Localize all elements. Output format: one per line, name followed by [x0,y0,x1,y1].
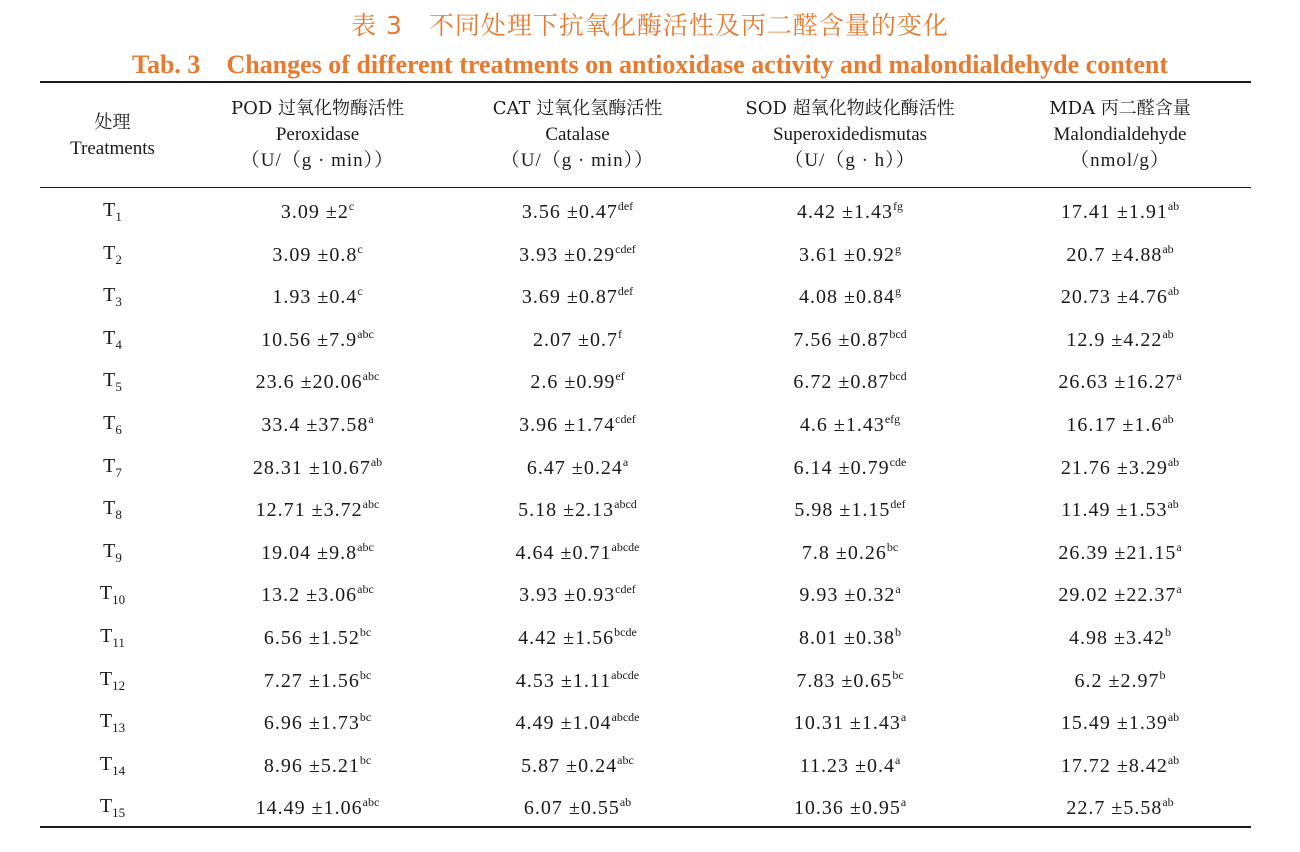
mean-sd-value: 29.02 ±22.37 [1058,584,1177,607]
significance-letters: a [1176,582,1182,597]
treatment-cell [60,497,165,523]
treatment-label: T [103,326,116,349]
significance-letters: a [1176,369,1182,384]
mean-sd-value: 5.98 ±1.15 [794,499,891,522]
header-sod [730,96,970,174]
mean-sd-value: 4.42 ±1.56 [518,626,615,649]
significance-letters: c [348,199,355,213]
treatment-cell [60,412,165,438]
table-row [0,231,1300,274]
header-unit: （U/（g · min）） [240,150,395,171]
mean-sd-value: 22.7 ±5.58 [1066,797,1163,820]
significance-letters: c [357,241,363,256]
treatment-label: T [99,795,113,818]
treatment-label: T [103,497,116,520]
mean-sd-value: 4.49 ±1.04 [515,712,612,735]
mean-sd-value: 6.2 ±2.97 [1074,669,1160,692]
sod-value-cell [730,753,970,778]
significance-letters: cdef [615,241,636,256]
significance-letters: bcde [614,624,637,639]
table-title-cn: 表 3 不同处理下抗氧化酶活性及丙二醛含量的变化 [351,11,949,40]
mean-sd-value: 4.98 ±3.42 [1069,626,1165,649]
mean-sd-value: 19.04 ±9.8 [261,541,358,564]
treatment-number: 13 [112,720,126,736]
significance-letters: ab [619,795,632,810]
treatment-number: 14 [112,762,126,778]
significance-letters: ab [1167,199,1180,213]
mean-sd-value: 6.47 ±0.24 [526,456,623,479]
significance-letters: abc [357,326,374,341]
significance-letters: ef [615,369,625,384]
mean-sd-value: 6.72 ±0.87 [793,371,890,394]
treatment-label: T [103,199,116,221]
sod-value-cell [730,497,970,522]
sod-value-cell [730,625,970,650]
mean-sd-value: 7.27 ±1.56 [263,669,360,692]
treatment-label: T [103,539,116,562]
mean-sd-value: 26.63 ±16.27 [1058,371,1177,394]
significance-letters: cdef [615,411,636,426]
mean-sd-value: 16.17 ±1.6 [1066,413,1163,436]
treatment-cell [60,369,165,395]
treatment-label: T [99,710,113,733]
significance-letters: c [357,284,363,299]
mean-sd-value: 9.93 ±0.32 [799,584,896,607]
header-en: Malondialdehyde [1053,124,1187,145]
mean-sd-value: 14.49 ±1.06 [255,797,363,820]
header-unit: （U/（g · h）） [784,150,916,171]
treatment-cell [60,753,165,779]
significance-letters: abcde [611,710,640,725]
table-row [0,571,1300,614]
mda-value-cell [1000,668,1240,693]
significance-letters: bc [892,667,904,682]
pod-value-cell [200,369,435,394]
sod-value-cell [730,327,970,352]
mean-sd-value: 6.96 ±1.73 [263,712,360,735]
table-row [0,358,1300,401]
significance-letters: a [900,795,907,810]
table-row [0,316,1300,359]
treatment-number: 4 [115,336,122,352]
table-row [0,401,1300,444]
significance-letters: ab [1162,326,1174,341]
significance-letters: abcde [611,667,640,682]
header-cn: CAT 过氧化氢酶活性 [492,98,663,119]
sod-value-cell [730,412,970,437]
cat-value-cell [460,795,695,820]
mean-sd-value: 3.93 ±0.29 [519,243,616,266]
mean-sd-value: 12.9 ±4.22 [1066,328,1163,351]
treatment-cell [60,327,165,353]
treatment-cell [60,668,165,694]
pod-value-cell [200,497,435,522]
cat-value-cell [460,753,695,778]
mda-value-cell [1000,540,1240,565]
sod-value-cell [730,710,970,735]
significance-letters: a [895,582,901,597]
cat-value-cell [460,625,695,650]
treatment-number: 6 [115,421,122,437]
mean-sd-value: 3.61 ±0.92 [799,243,895,266]
cat-value-cell [460,710,695,735]
significance-letters: cdef [615,582,636,597]
table-row [0,444,1300,487]
table-row [0,614,1300,657]
table-row [0,529,1300,572]
header-en: Superoxidedismutas [772,124,928,145]
mda-value-cell [1000,795,1240,820]
table-row [0,486,1300,529]
significance-letters: bc [886,539,899,554]
mda-value-cell [1000,455,1240,480]
significance-letters: g [894,241,901,256]
mda-value-cell [1000,412,1240,437]
pod-value-cell [200,753,435,778]
mean-sd-value: 3.56 ±0.47 [521,201,618,223]
significance-letters: a [894,752,901,767]
cat-value-cell [460,455,695,480]
cat-value-cell [460,582,695,607]
mean-sd-value: 17.41 ±1.91 [1060,201,1168,223]
sod-value-cell [730,540,970,565]
significance-letters: def [890,497,906,512]
pod-value-cell [200,199,435,224]
mda-value-cell [1000,582,1240,607]
sod-value-cell [730,668,970,693]
cat-value-cell [460,412,695,437]
sod-value-cell [730,199,970,224]
treatment-cell [60,284,165,310]
significance-letters: b [1159,667,1166,682]
cat-value-cell [460,284,695,309]
treatment-cell [60,540,165,566]
significance-letters: ab [1167,752,1180,767]
table-row [0,657,1300,700]
significance-letters: bc [359,710,372,725]
table-body [0,188,1300,827]
treatment-number: 2 [115,251,122,267]
significance-letters: bc [359,667,372,682]
treatment-number: 11 [112,634,125,650]
significance-letters: b [894,624,901,639]
mean-sd-value: 20.7 ±4.88 [1066,243,1163,266]
pod-value-cell [200,242,435,267]
mean-sd-value: 4.08 ±0.84 [799,286,895,309]
significance-letters: ab [1162,411,1174,426]
mean-sd-value: 33.4 ±37.58 [261,413,369,436]
table-row [0,742,1300,785]
mean-sd-value: 11.23 ±0.4 [799,754,895,777]
mean-sd-value: 23.6 ±20.06 [255,371,363,394]
cat-value-cell [460,497,695,522]
mean-sd-value: 1.93 ±0.4 [272,286,358,309]
significance-letters: cde [889,454,907,469]
cat-value-cell [460,369,695,394]
significance-letters: a [622,454,629,469]
mean-sd-value: 10.36 ±0.95 [793,797,901,820]
sod-value-cell [730,369,970,394]
treatment-label: T [99,582,113,605]
treatment-number: 3 [115,294,122,310]
header-cn: SOD 超氧化物歧化酶活性 [745,98,955,119]
treatment-label: T [103,284,116,307]
significance-letters: bcd [889,369,907,384]
treatment-number: 8 [115,507,122,523]
mda-value-cell [1000,497,1240,522]
mean-sd-value: 3.09 ±2 [280,201,349,223]
significance-letters: b [1164,624,1171,639]
treatment-label: T [100,624,113,647]
significance-letters: f [617,326,622,341]
mean-sd-value: 4.64 ±0.71 [515,541,612,564]
mean-sd-value: 26.39 ±21.15 [1058,541,1177,564]
treatment-number: 9 [115,549,122,565]
significance-letters: def [617,199,634,213]
treatment-cell [60,242,165,268]
significance-letters: ab [370,454,383,469]
significance-letters: abc [357,582,374,597]
table-row [0,188,1300,231]
treatment-number: 12 [112,677,126,693]
mean-sd-value: 10.31 ±1.43 [793,712,901,735]
header-en: Catalase [545,124,610,145]
significance-letters: a [1176,539,1182,554]
header-unit: （nmol/g） [1070,150,1170,171]
pod-value-cell [200,455,435,480]
mean-sd-value: 17.72 ±8.42 [1060,754,1168,777]
mean-sd-value: 4.6 ±1.43 [799,413,885,436]
mean-sd-value: 20.73 ±4.76 [1060,286,1168,309]
significance-letters: ab [1167,284,1180,299]
pod-value-cell [200,412,435,437]
sod-value-cell [730,455,970,480]
pod-value-cell [200,625,435,650]
pod-value-cell [200,540,435,565]
mean-sd-value: 6.07 ±0.55 [523,797,620,820]
treatment-label: T [103,369,116,392]
mean-sd-value: 6.56 ±1.52 [263,626,360,649]
treatment-cell [60,625,165,651]
mda-value-cell [1000,753,1240,778]
treatment-cell [60,199,165,225]
mean-sd-value: 8.96 ±5.21 [263,754,360,777]
treatment-cell [60,795,165,821]
significance-letters: fg [892,199,903,213]
mda-value-cell [1000,199,1240,224]
pod-value-cell [200,284,435,309]
sod-value-cell [730,795,970,820]
mean-sd-value: 5.87 ±0.24 [521,754,618,777]
treatment-number: 7 [115,464,122,480]
mean-sd-value: 4.53 ±1.11 [515,669,612,692]
mean-sd-value: 10.56 ±7.9 [261,328,358,351]
mda-value-cell [1000,710,1240,735]
significance-letters: ab [1162,241,1174,256]
mean-sd-value: 2.6 ±0.99 [530,371,616,394]
header-mda [1000,96,1240,174]
table-label: Tab. 3 [132,50,201,79]
treatment-label: T [103,241,116,264]
significance-letters: ab [1162,795,1174,810]
cat-value-cell [460,540,695,565]
mean-sd-value: 3.93 ±0.93 [519,584,616,607]
cat-value-cell [460,668,695,693]
header-cn: POD 过氧化物酶活性 [230,98,405,119]
treatment-label: T [103,411,116,434]
treatment-cell [60,582,165,608]
significance-letters: abc [362,369,380,384]
pod-value-cell [200,327,435,352]
sod-value-cell [730,582,970,607]
significance-letters: a [368,411,374,426]
cat-value-cell [460,199,695,224]
treatment-number: 1 [115,209,122,224]
header-cn: 处理 [94,112,131,133]
significance-letters: bcd [889,326,907,341]
significance-letters: abc [617,752,634,767]
header-pod [200,96,435,174]
header-treatments [60,110,165,162]
mean-sd-value: 21.76 ±3.29 [1060,456,1168,479]
mean-sd-value: 12.71 ±3.72 [255,499,363,522]
significance-letters: a [900,710,907,725]
table-row [0,784,1300,827]
sod-value-cell [730,242,970,267]
significance-letters: ab [1167,497,1179,512]
header-cn: MDA 丙二醛含量 [1049,98,1191,119]
significance-letters: ab [1167,710,1180,725]
significance-letters: abc [362,795,380,810]
mean-sd-value: 3.96 ±1.74 [519,413,616,436]
sod-value-cell [730,284,970,309]
mean-sd-value: 8.01 ±0.38 [799,626,895,649]
significance-letters: ab [1167,454,1180,469]
header-cat [460,96,695,174]
significance-letters: efg [884,411,901,426]
mda-value-cell [1000,369,1240,394]
header-unit: （U/（g · min）） [500,150,655,171]
mda-value-cell [1000,327,1240,352]
mean-sd-value: 7.83 ±0.65 [796,669,893,692]
mean-sd-value: 2.07 ±0.7 [533,328,618,351]
pod-value-cell [200,710,435,735]
pod-value-cell [200,668,435,693]
mean-sd-value: 3.69 ±0.87 [521,286,618,309]
treatment-label: T [99,667,113,690]
pod-value-cell [200,582,435,607]
table-row [0,699,1300,742]
mean-sd-value: 15.49 ±1.39 [1060,712,1168,735]
cat-value-cell [460,242,695,267]
pod-value-cell [200,795,435,820]
mean-sd-value: 7.56 ±0.87 [793,328,890,351]
significance-letters: bc [359,624,372,639]
treatment-number: 15 [112,805,126,821]
header-en: Treatments [70,138,155,159]
mean-sd-value: 11.49 ±1.53 [1061,499,1168,522]
mean-sd-value: 13.2 ±3.06 [261,584,358,607]
mda-value-cell [1000,284,1240,309]
treatment-label: T [99,752,113,775]
significance-letters: bc [359,752,372,767]
significance-letters: g [894,284,901,299]
mean-sd-value: 7.8 ±0.26 [801,541,887,564]
cat-value-cell [460,327,695,352]
table-caption: Changes of different treatments on antioxidase activity and malondialdehyde content [226,50,1168,79]
header-en: Peroxidase [275,124,360,145]
table-row [0,273,1300,316]
table-title-en [0,50,1300,80]
bottom-rule [40,826,1251,828]
mean-sd-value: 4.42 ±1.43 [797,201,893,223]
treatment-cell [60,710,165,736]
treatment-number: 5 [115,379,122,395]
treatment-label: T [103,454,116,477]
top-rule [40,81,1251,83]
mda-value-cell [1000,625,1240,650]
significance-letters: abcd [614,497,637,512]
mean-sd-value: 5.18 ±2.13 [518,499,615,522]
significance-letters: abc [357,539,374,554]
significance-letters: abcde [611,539,640,554]
treatment-cell [60,455,165,481]
mda-value-cell [1000,242,1240,267]
treatment-number: 10 [112,592,126,608]
mean-sd-value: 3.09 ±0.8 [272,243,358,266]
significance-letters: def [617,284,634,299]
significance-letters: abc [362,497,380,512]
mean-sd-value: 28.31 ±10.67 [252,456,371,479]
mean-sd-value: 6.14 ±0.79 [793,456,890,479]
